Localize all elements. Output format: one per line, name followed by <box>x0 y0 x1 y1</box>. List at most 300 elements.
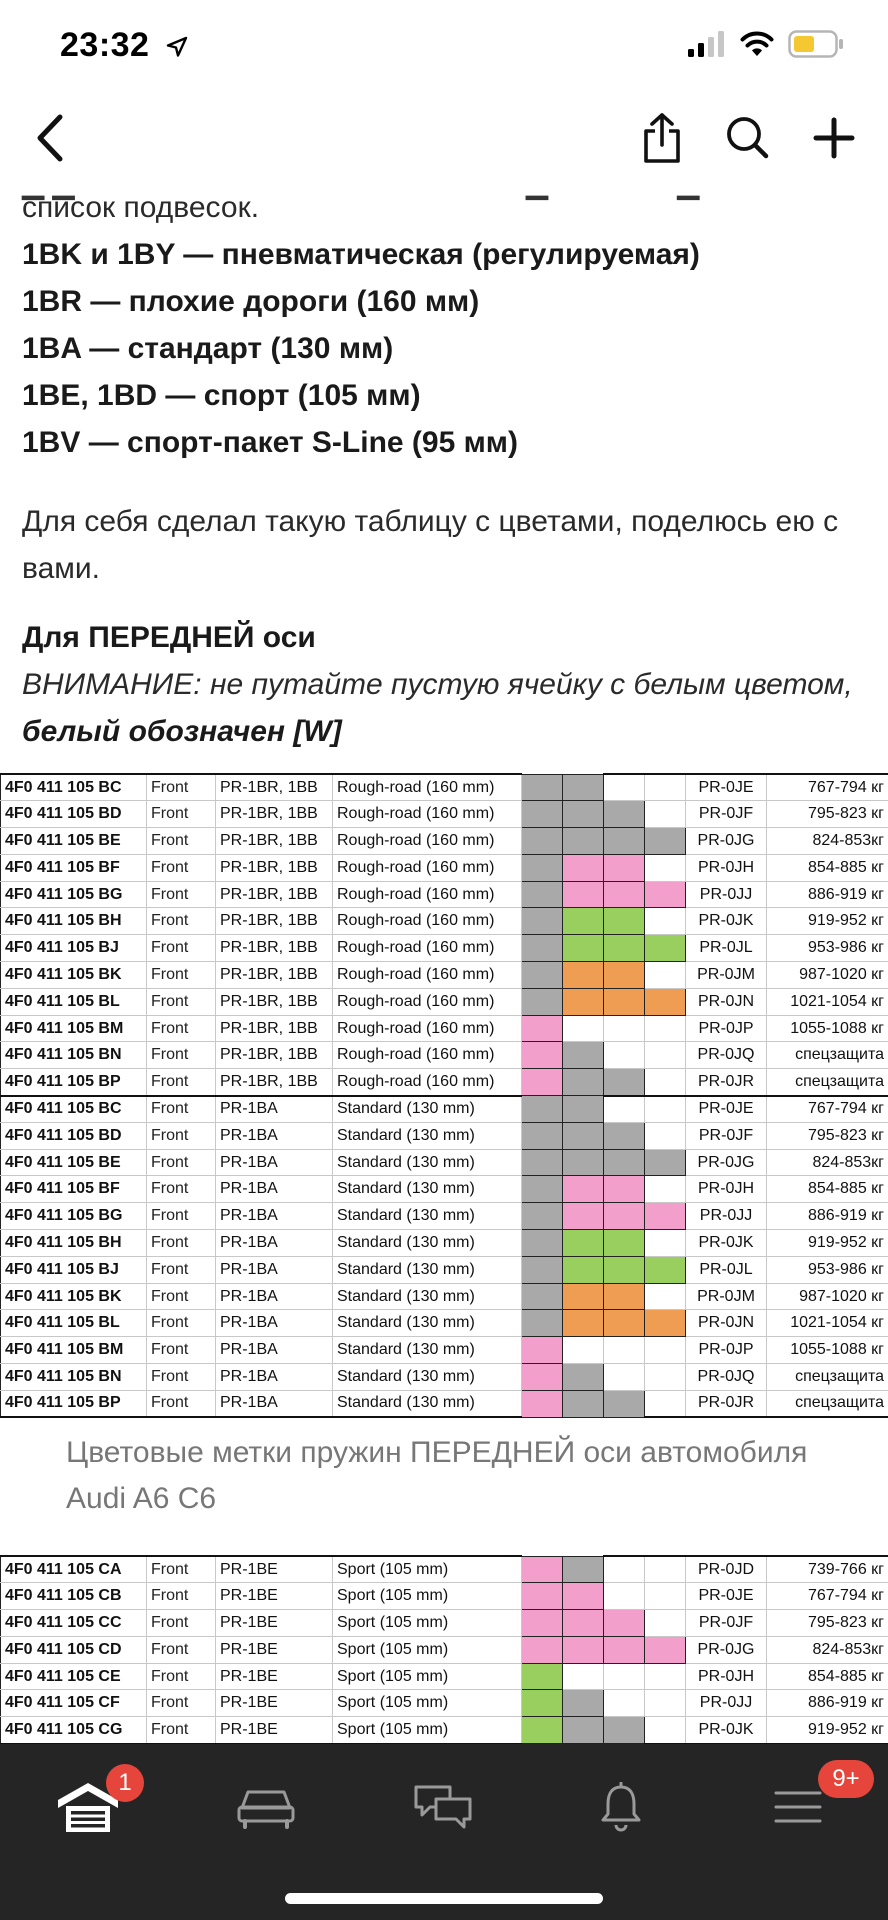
color-mark-cell <box>604 1337 645 1364</box>
axle-load-cell: спецзащита <box>767 1364 888 1391</box>
color-mark-cell <box>522 1042 563 1069</box>
pr-code-cell: PR-1BE <box>216 1690 333 1717</box>
tab-garage[interactable] <box>48 1769 132 1842</box>
color-mark-cell <box>645 935 686 962</box>
part-number-cell: 4F0 411 105 CA <box>1 1556 147 1583</box>
position-cell: Front <box>147 1122 216 1149</box>
color-mark-cell <box>563 1717 604 1744</box>
suspension-item: 1BK и 1BY — пневматическая (регулируемая) <box>22 238 700 271</box>
color-mark-cell <box>645 1636 686 1663</box>
part-number-cell: 4F0 411 105 BC <box>1 774 147 801</box>
color-mark-cell <box>645 1390 686 1417</box>
part-number-cell: 4F0 411 105 BH <box>1 1230 147 1257</box>
pr-spring-code-cell: PR-0JE <box>686 774 767 801</box>
color-mark-cell <box>604 1663 645 1690</box>
color-mark-cell <box>522 828 563 855</box>
spring-table-image[interactable] <box>0 773 888 1418</box>
color-mark-cell <box>645 1149 686 1176</box>
pr-code-cell: PR-1BR, 1BB <box>216 854 333 881</box>
axle-load-cell: 854-885 кг <box>767 1176 888 1203</box>
pr-code-cell: PR-1BR, 1BB <box>216 1042 333 1069</box>
color-mark-cell <box>645 881 686 908</box>
color-mark-cell <box>522 962 563 989</box>
color-mark-cell <box>604 1203 645 1230</box>
axle-load-cell: 919-952 кг <box>767 1717 888 1744</box>
add-button[interactable] <box>804 108 864 168</box>
color-mark-cell <box>604 988 645 1015</box>
intro-text: список подвесок. <box>22 191 260 224</box>
table-row <box>1 1015 888 1042</box>
pr-code-cell: PR-1BR, 1BB <box>216 774 333 801</box>
color-mark-cell <box>604 1283 645 1310</box>
color-mark-cell <box>563 1283 604 1310</box>
color-mark-cell <box>645 1583 686 1610</box>
color-mark-cell <box>522 1690 563 1717</box>
axle-load-cell: 767-794 кг <box>767 1583 888 1610</box>
color-mark-cell <box>522 1283 563 1310</box>
color-mark-cell <box>604 1364 645 1391</box>
color-mark-cell <box>563 1663 604 1690</box>
table-row <box>1 854 888 881</box>
color-mark-cell <box>645 1364 686 1391</box>
suspension-type-cell: Rough-road (160 mm) <box>333 1015 522 1042</box>
pr-spring-code-cell: PR-0JP <box>686 1015 767 1042</box>
color-mark-cell <box>522 1149 563 1176</box>
position-cell: Front <box>147 1337 216 1364</box>
pr-spring-code-cell: PR-0JE <box>686 1583 767 1610</box>
axle-load-cell: спецзащита <box>767 1042 888 1069</box>
axle-load-cell: 1021-1054 кг <box>767 1310 888 1337</box>
position-cell: Front <box>147 1069 216 1096</box>
position-cell: Front <box>147 1310 216 1337</box>
location-arrow-icon <box>166 36 188 58</box>
pr-code-cell: PR-1BR, 1BB <box>216 881 333 908</box>
pr-code-cell: PR-1BA <box>216 1364 333 1391</box>
tab-cars[interactable] <box>226 1772 306 1842</box>
color-mark-cell <box>563 1176 604 1203</box>
part-number-cell: 4F0 411 105 BD <box>1 801 147 828</box>
pr-code-cell: PR-1BA <box>216 1256 333 1283</box>
pr-code-cell: PR-1BR, 1BB <box>216 801 333 828</box>
position-cell: Front <box>147 1663 216 1690</box>
suspension-type-cell: Standard (130 mm) <box>333 1230 522 1257</box>
position-cell: Front <box>147 1015 216 1042</box>
color-mark-cell <box>604 935 645 962</box>
color-mark-cell <box>563 908 604 935</box>
axle-load-cell: 886-919 кг <box>767 881 888 908</box>
suspension-type-cell: Sport (105 mm) <box>333 1610 522 1637</box>
color-mark-cell <box>645 774 686 801</box>
position-cell: Front <box>147 774 216 801</box>
pr-spring-code-cell: PR-0JR <box>686 1390 767 1417</box>
pr-code-cell: PR-1BA <box>216 1230 333 1257</box>
color-mark-cell <box>645 1556 686 1583</box>
color-mark-cell <box>563 881 604 908</box>
axle-load-cell: 987-1020 кг <box>767 1283 888 1310</box>
warning-bold: белый обозначен [W] <box>22 715 342 748</box>
table-row <box>1 1690 888 1717</box>
color-mark-cell <box>645 1690 686 1717</box>
color-mark-cell <box>645 1610 686 1637</box>
suspension-type-cell: Sport (105 mm) <box>333 1556 522 1583</box>
suspension-type-cell: Rough-road (160 mm) <box>333 1042 522 1069</box>
section-heading: Для ПЕРЕДНЕЙ оси <box>22 621 316 654</box>
position-cell: Front <box>147 988 216 1015</box>
status-bar <box>0 0 888 96</box>
color-mark-cell <box>522 1390 563 1417</box>
color-mark-cell <box>645 1230 686 1257</box>
suspension-type-cell: Rough-road (160 mm) <box>333 854 522 881</box>
part-number-cell: 4F0 411 105 BD <box>1 1122 147 1149</box>
suspension-item: 1BA — стандарт (130 мм) <box>22 332 394 365</box>
color-mark-cell <box>604 1230 645 1257</box>
axle-load-cell: спецзащита <box>767 1390 888 1417</box>
pr-code-cell: PR-1BE <box>216 1610 333 1637</box>
suspension-type-cell: Rough-road (160 mm) <box>333 828 522 855</box>
position-cell: Front <box>147 1390 216 1417</box>
suspension-type-cell: Rough-road (160 mm) <box>333 908 522 935</box>
part-number-cell: 4F0 411 105 BL <box>1 1310 147 1337</box>
suspension-type-cell: Rough-road (160 mm) <box>333 1069 522 1096</box>
table-row <box>1 935 888 962</box>
notification-badge: 9+ <box>818 1760 874 1798</box>
part-number-cell: 4F0 411 105 CE <box>1 1663 147 1690</box>
pr-spring-code-cell: PR-0JL <box>686 935 767 962</box>
pr-code-cell: PR-1BE <box>216 1556 333 1583</box>
pr-spring-code-cell: PR-0JH <box>686 854 767 881</box>
part-number-cell: 4F0 411 105 BF <box>1 854 147 881</box>
suspension-item: 1BR — плохие дороги (160 мм) <box>22 285 480 318</box>
suspension-list <box>22 184 872 466</box>
position-cell: Front <box>147 1610 216 1637</box>
table-row <box>1 1390 888 1417</box>
suspension-type-cell: Standard (130 mm) <box>333 1176 522 1203</box>
pr-code-cell: PR-1BA <box>216 1122 333 1149</box>
color-mark-cell <box>604 774 645 801</box>
article-content <box>0 184 888 1744</box>
notification-badge: 1 <box>106 1764 144 1802</box>
color-mark-cell <box>563 1556 604 1583</box>
table-row <box>1 1717 888 1744</box>
tab-messages[interactable] <box>403 1772 483 1842</box>
battery-icon <box>788 30 844 58</box>
color-mark-cell <box>563 1337 604 1364</box>
color-mark-cell <box>604 881 645 908</box>
position-cell: Front <box>147 908 216 935</box>
share-icon <box>642 113 682 163</box>
position-cell: Front <box>147 1583 216 1610</box>
axle-load-cell: 886-919 кг <box>767 1203 888 1230</box>
pr-spring-code-cell: PR-0JQ <box>686 1364 767 1391</box>
pr-code-cell: PR-1BE <box>216 1663 333 1690</box>
color-mark-cell <box>522 908 563 935</box>
position-cell: Front <box>147 1256 216 1283</box>
pr-code-cell: PR-1BA <box>216 1283 333 1310</box>
color-mark-cell <box>522 1256 563 1283</box>
share-paragraph: Для себя сделал такую таблицу с цветами, поделюсь ею с вами. <box>22 505 839 585</box>
color-mark-cell <box>522 1663 563 1690</box>
part-number-cell: 4F0 411 105 BP <box>1 1069 147 1096</box>
color-mark-cell <box>563 1636 604 1663</box>
color-mark-cell <box>563 1096 604 1123</box>
color-mark-cell <box>645 801 686 828</box>
part-number-cell: 4F0 411 105 CB <box>1 1583 147 1610</box>
part-number-cell: 4F0 411 105 BN <box>1 1042 147 1069</box>
back-button[interactable] <box>20 108 80 168</box>
position-cell: Front <box>147 1556 216 1583</box>
part-number-cell: 4F0 411 105 BL <box>1 988 147 1015</box>
position-cell: Front <box>147 1283 216 1310</box>
axle-load-cell: 854-885 кг <box>767 1663 888 1690</box>
part-number-cell: 4F0 411 105 BK <box>1 1283 147 1310</box>
tab-menu[interactable] <box>758 1765 860 1842</box>
pr-spring-code-cell: PR-0JQ <box>686 1042 767 1069</box>
position-cell: Front <box>147 962 216 989</box>
color-mark-cell <box>563 1015 604 1042</box>
suspension-type-cell: Sport (105 mm) <box>333 1583 522 1610</box>
table-row <box>1 1149 888 1176</box>
axle-load-cell: 919-952 кг <box>767 908 888 935</box>
pr-code-cell: PR-1BA <box>216 1203 333 1230</box>
color-mark-cell <box>522 1556 563 1583</box>
part-number-cell: 4F0 411 105 BC <box>1 1096 147 1123</box>
status-icons <box>688 30 844 58</box>
part-number-cell: 4F0 411 105 CG <box>1 1717 147 1744</box>
pr-spring-code-cell: PR-0JP <box>686 1337 767 1364</box>
table-row <box>1 1042 888 1069</box>
axle-load-cell: 854-885 кг <box>767 854 888 881</box>
part-number-cell: 4F0 411 105 BJ <box>1 935 147 962</box>
pr-spring-code-cell: PR-0JG <box>686 828 767 855</box>
color-mark-cell <box>645 1176 686 1203</box>
pr-code-cell: PR-1BR, 1BB <box>216 988 333 1015</box>
suspension-type-cell: Rough-road (160 mm) <box>333 935 522 962</box>
warning-prefix: ВНИМАНИЕ: <box>22 668 202 701</box>
suspension-type-cell: Sport (105 mm) <box>333 1663 522 1690</box>
color-mark-cell <box>645 854 686 881</box>
part-number-cell: 4F0 411 105 CD <box>1 1636 147 1663</box>
pr-spring-code-cell: PR-0JE <box>686 1096 767 1123</box>
suspension-type-cell: Standard (130 mm) <box>333 1337 522 1364</box>
spring-table-image[interactable] <box>0 1555 888 1744</box>
color-mark-cell <box>645 1042 686 1069</box>
axle-load-cell: 739-766 кг <box>767 1556 888 1583</box>
color-mark-cell <box>645 1069 686 1096</box>
table-row <box>1 962 888 989</box>
suspension-item: 1BV — спорт-пакет S-Line (95 мм) <box>22 426 518 459</box>
axle-load-cell: 1055-1088 кг <box>767 1015 888 1042</box>
wifi-icon <box>740 31 774 57</box>
suspension-type-cell: Standard (130 mm) <box>333 1390 522 1417</box>
suspension-type-cell: Standard (130 mm) <box>333 1283 522 1310</box>
color-mark-cell <box>563 1069 604 1096</box>
table-row <box>1 1176 888 1203</box>
pr-code-cell: PR-1BR, 1BB <box>216 828 333 855</box>
pr-code-cell: PR-1BR, 1BB <box>216 1069 333 1096</box>
color-mark-cell <box>604 801 645 828</box>
color-mark-cell <box>604 1610 645 1637</box>
axle-load-cell: 987-1020 кг <box>767 962 888 989</box>
table-row <box>1 1583 888 1610</box>
pr-code-cell: PR-1BA <box>216 1149 333 1176</box>
suspension-type-cell: Rough-road (160 mm) <box>333 881 522 908</box>
table-row <box>1 1610 888 1637</box>
pr-code-cell: PR-1BR, 1BB <box>216 1015 333 1042</box>
part-number-cell: 4F0 411 105 BH <box>1 908 147 935</box>
pr-spring-code-cell: PR-0JL <box>686 1256 767 1283</box>
suspension-type-cell: Rough-road (160 mm) <box>333 774 522 801</box>
part-number-cell: 4F0 411 105 CF <box>1 1690 147 1717</box>
color-mark-cell <box>645 1122 686 1149</box>
color-mark-cell <box>604 1015 645 1042</box>
table-row <box>1 1096 888 1123</box>
part-number-cell: 4F0 411 105 BE <box>1 828 147 855</box>
part-number-cell: 4F0 411 105 BE <box>1 1149 147 1176</box>
part-number-cell: 4F0 411 105 BG <box>1 881 147 908</box>
pr-spring-code-cell: PR-0JH <box>686 1663 767 1690</box>
color-mark-cell <box>563 988 604 1015</box>
pr-spring-code-cell: PR-0JK <box>686 1717 767 1744</box>
suspension-type-cell: Sport (105 mm) <box>333 1690 522 1717</box>
color-mark-cell <box>522 1203 563 1230</box>
pr-code-cell: PR-1BE <box>216 1636 333 1663</box>
position-cell: Front <box>147 801 216 828</box>
table-row <box>1 1256 888 1283</box>
suspension-type-cell: Standard (130 mm) <box>333 1096 522 1123</box>
menu-icon <box>773 1787 823 1827</box>
suspension-type-cell: Standard (130 mm) <box>333 1364 522 1391</box>
color-mark-cell <box>645 828 686 855</box>
color-mark-cell <box>563 801 604 828</box>
suspension-type-cell: Rough-road (160 mm) <box>333 801 522 828</box>
color-mark-cell <box>645 1203 686 1230</box>
position-cell: Front <box>147 828 216 855</box>
table-row <box>1 1203 888 1230</box>
pr-spring-code-cell: PR-0JK <box>686 1230 767 1257</box>
pr-code-cell: PR-1BE <box>216 1583 333 1610</box>
bell-icon <box>599 1782 643 1832</box>
share-button[interactable] <box>632 108 692 168</box>
part-number-cell: 4F0 411 105 BG <box>1 1203 147 1230</box>
chat-icon <box>412 1783 474 1831</box>
table-row <box>1 881 888 908</box>
color-mark-cell <box>563 1310 604 1337</box>
pr-spring-code-cell: PR-0JG <box>686 1636 767 1663</box>
position-cell: Front <box>147 1176 216 1203</box>
axle-load-cell: спецзащита <box>767 1069 888 1096</box>
color-mark-cell <box>563 1042 604 1069</box>
color-mark-cell <box>563 774 604 801</box>
color-mark-cell <box>604 908 645 935</box>
nav-bar <box>0 96 888 184</box>
pr-code-cell: PR-1BA <box>216 1337 333 1364</box>
position-cell: Front <box>147 935 216 962</box>
pr-spring-code-cell: PR-0JR <box>686 1069 767 1096</box>
color-mark-cell <box>645 1015 686 1042</box>
pr-spring-code-cell: PR-0JJ <box>686 1203 767 1230</box>
color-mark-cell <box>563 854 604 881</box>
color-mark-cell <box>645 908 686 935</box>
suspension-type-cell: Sport (105 mm) <box>333 1717 522 1744</box>
axle-load-cell: 953-986 кг <box>767 935 888 962</box>
color-mark-cell <box>522 1337 563 1364</box>
axle-load-cell: 1021-1054 кг <box>767 988 888 1015</box>
color-mark-cell <box>604 854 645 881</box>
position-cell: Front <box>147 854 216 881</box>
part-number-cell: 4F0 411 105 BF <box>1 1176 147 1203</box>
pr-code-cell: PR-1BR, 1BB <box>216 962 333 989</box>
axle-load-cell: 795-823 кг <box>767 801 888 828</box>
status-time: 23:32 <box>60 26 150 64</box>
color-mark-cell <box>604 1583 645 1610</box>
color-mark-cell <box>604 1122 645 1149</box>
warning-body: не путайте пустую ячейку с белым цветом, <box>201 668 853 701</box>
suspension-type-cell: Standard (130 mm) <box>333 1122 522 1149</box>
axle-load-cell: 953-986 кг <box>767 1256 888 1283</box>
color-mark-cell <box>522 1015 563 1042</box>
table-row <box>1 828 888 855</box>
color-mark-cell <box>563 1256 604 1283</box>
pr-spring-code-cell: PR-0JF <box>686 1122 767 1149</box>
part-number-cell: 4F0 411 105 BN <box>1 1364 147 1391</box>
table-row <box>1 1283 888 1310</box>
clipped-text-line: ▁ ▁ ▁ ▁ <box>22 184 700 200</box>
axle-load-cell: 795-823 кг <box>767 1610 888 1637</box>
axle-load-cell: 1055-1088 кг <box>767 1337 888 1364</box>
color-mark-cell <box>522 988 563 1015</box>
color-mark-cell <box>522 1310 563 1337</box>
table-row <box>1 1663 888 1690</box>
table-row <box>1 908 888 935</box>
color-mark-cell <box>563 828 604 855</box>
color-mark-cell <box>604 828 645 855</box>
color-mark-cell <box>645 1310 686 1337</box>
pr-spring-code-cell: PR-0JN <box>686 988 767 1015</box>
position-cell: Front <box>147 1203 216 1230</box>
color-mark-cell <box>604 1176 645 1203</box>
color-mark-cell <box>604 1042 645 1069</box>
color-mark-cell <box>645 1663 686 1690</box>
color-mark-cell <box>604 1310 645 1337</box>
color-mark-cell <box>604 1096 645 1123</box>
color-mark-cell <box>645 1256 686 1283</box>
suspension-item: 1BE, 1BD — спорт (105 мм) <box>22 379 421 412</box>
position-cell: Front <box>147 1042 216 1069</box>
pr-code-cell: PR-1BA <box>216 1310 333 1337</box>
part-number-cell: 4F0 411 105 BK <box>1 962 147 989</box>
axle-load-cell: 767-794 кг <box>767 774 888 801</box>
image-caption: Цветовые метки пружин ПЕРЕДНЕЙ оси автомобиля Audi A6 C6 <box>66 1436 808 1515</box>
pr-spring-code-cell: PR-0JH <box>686 1176 767 1203</box>
pr-spring-code-cell: PR-0JK <box>686 908 767 935</box>
pr-spring-code-cell: PR-0JF <box>686 1610 767 1637</box>
search-button[interactable] <box>718 108 778 168</box>
color-mark-cell <box>563 1583 604 1610</box>
color-mark-cell <box>645 1337 686 1364</box>
color-mark-cell <box>645 1717 686 1744</box>
suspension-type-cell: Rough-road (160 mm) <box>333 988 522 1015</box>
pr-spring-code-cell: PR-0JM <box>686 962 767 989</box>
color-mark-cell <box>522 1230 563 1257</box>
color-mark-cell <box>563 935 604 962</box>
table-row <box>1 1364 888 1391</box>
color-mark-cell <box>563 1203 604 1230</box>
axle-load-cell: 824-853кг <box>767 1149 888 1176</box>
color-mark-cell <box>604 1149 645 1176</box>
pr-spring-code-cell: PR-0JN <box>686 1310 767 1337</box>
tab-notifications[interactable] <box>581 1772 661 1842</box>
color-mark-cell <box>563 1230 604 1257</box>
